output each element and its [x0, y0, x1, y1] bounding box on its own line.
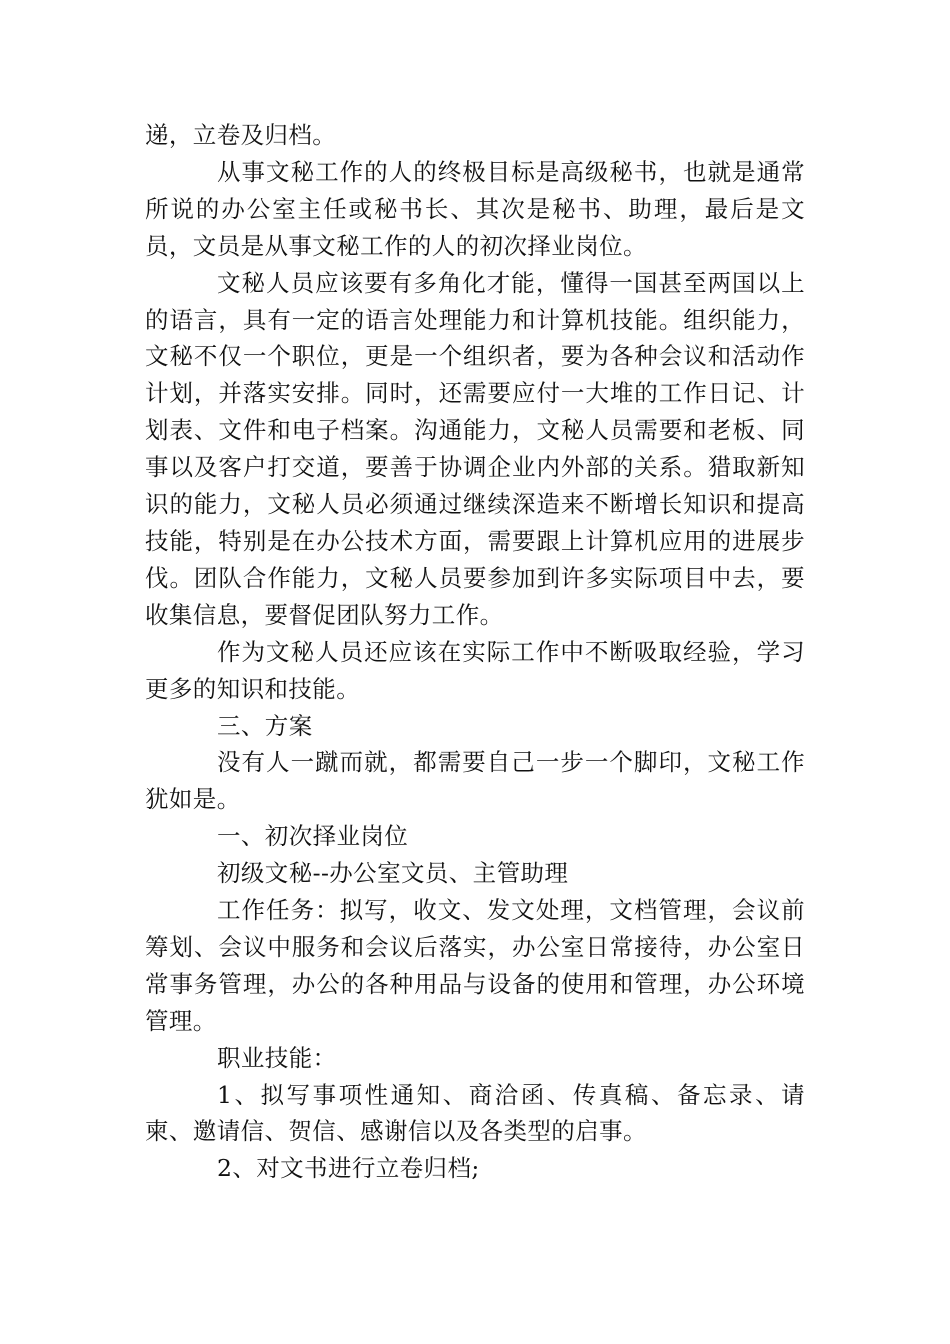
- subheading-junior-secretary: 初级文秘--办公室文员、主管助理: [217, 859, 569, 888]
- paragraph-skills: 文秘人员应该要有多角化才能，懂得一国甚至两国以上的语言，具有一定的语言处理能力和计算机技能。组织能力，文秘不仅一个职位，更是一个组织者，要为各种会议和活动作计划，并落实安排。同时，还需要应付一大堆的工作日记、计划表、文件和电子档案。沟通能力，文秘人员需要和老板、同事以及客户打交道，要善于协调企业内外部的关系。猎取新知识的能力，文秘人员必须通过继续深造来不断增长知识和提高技能，特别是在办公技术方面，需要跟上计算机应用的进展步伐。团队合作能力，文秘人员要参加到许多实际项目中去，要收集信息，要督促团队努力工作。: [145, 268, 805, 629]
- paragraph-step-by-step: 没有人一蹴而就，都需要自己一步一个脚印，文秘工作犹如是。: [145, 748, 805, 814]
- subheading-professional-skills: 职业技能：: [217, 1043, 337, 1072]
- paragraph-continuation: 递，立卷及归档。: [145, 121, 337, 149]
- paragraph-work-tasks: 工作任务：拟写，收文、发文处理，文档管理，会议前筹划、会议中服务和会议后落实，办公室日常接待，办公室日常事务管理，办公的各种用品与设备的使用和管理，办公环境管理。: [145, 896, 805, 1035]
- paragraph-experience: 作为文秘人员还应该在实际工作中不断吸取经验，学习更多的知识和技能。: [145, 637, 805, 703]
- document-body: [145, 117, 805, 1187]
- paragraph-career-goal: 从事文秘工作的人的终极目标是高级秘书，也就是通常所说的办公室主任或秘书长、其次是秘书、助理，最后是文员，文员是从事文秘工作的人的初次择业岗位。: [145, 157, 805, 260]
- section-heading-plan: 三、方案: [217, 711, 313, 740]
- list-item-skill-1: 1、拟写事项性通知、商洽函、传真稿、备忘录、请柬、邀请信、贺信、感谢信以及各类型的启事。: [145, 1080, 805, 1146]
- subheading-first-job: 一、初次择业岗位: [217, 822, 409, 851]
- list-item-skill-2: 2、对文书进行立卷归档;: [217, 1154, 480, 1183]
